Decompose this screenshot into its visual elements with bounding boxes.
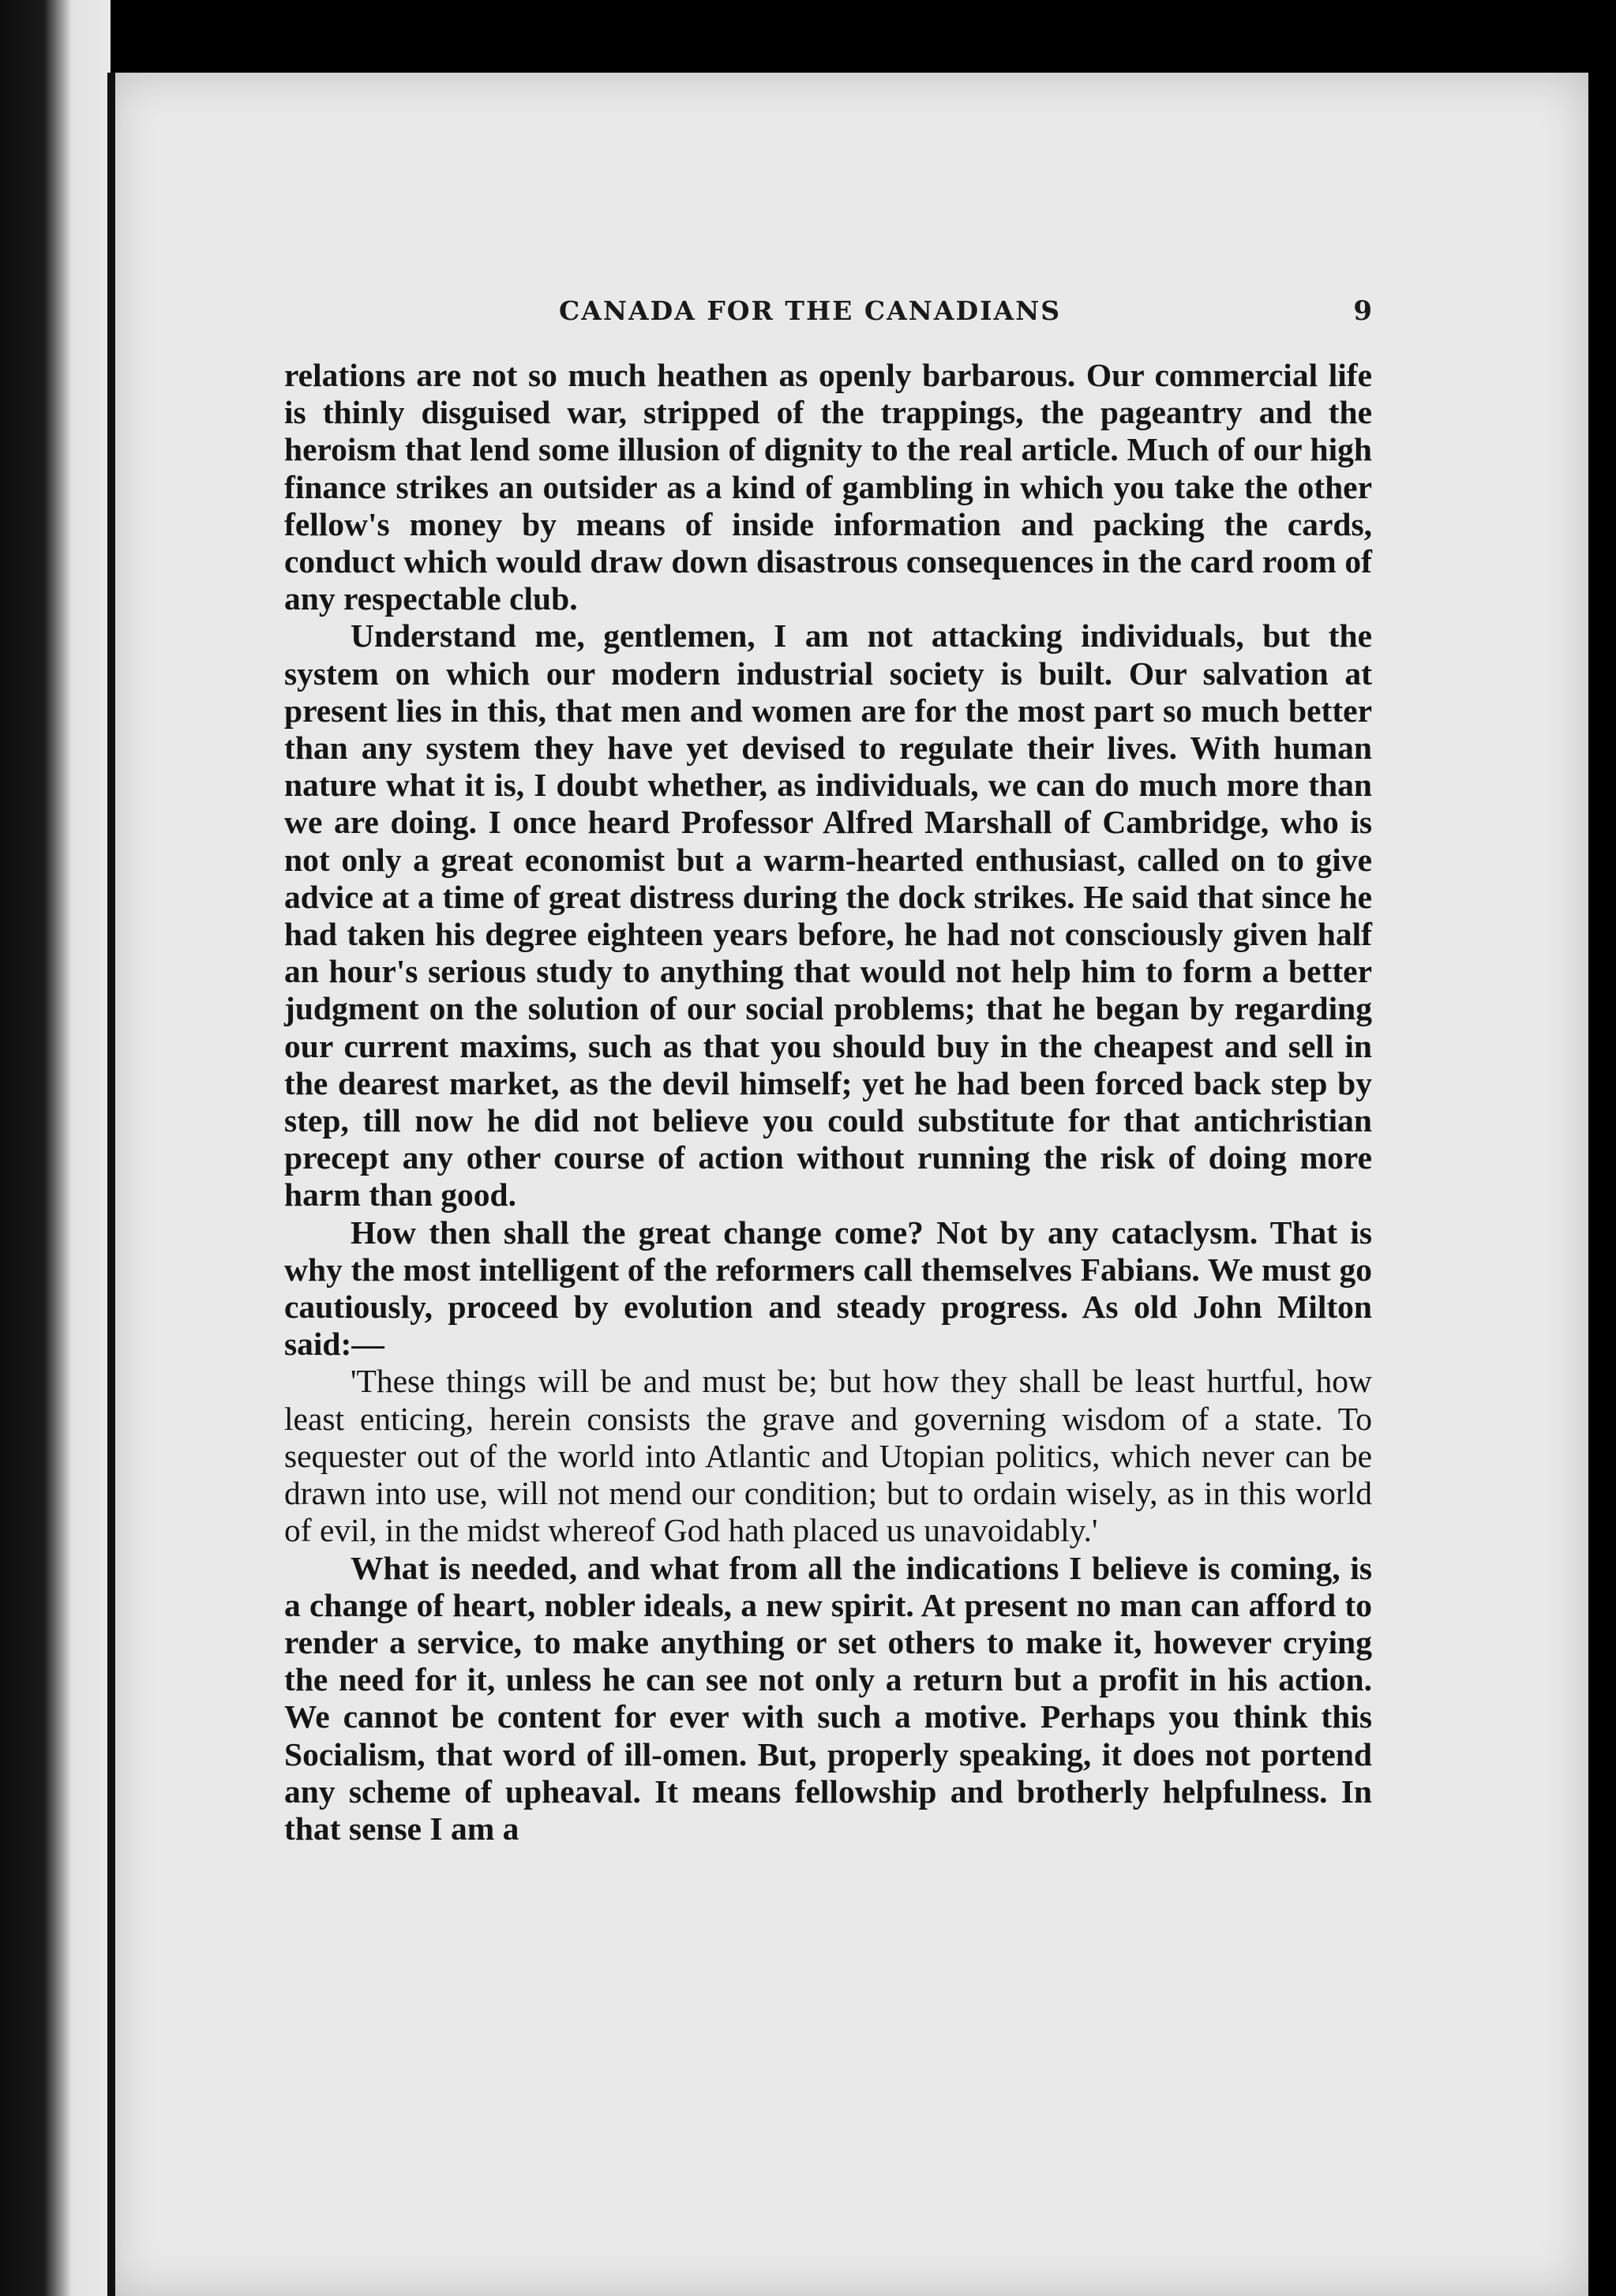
running-head [284, 291, 1372, 335]
binding-line [107, 73, 115, 2296]
body-text [284, 357, 1372, 1848]
paragraph-3: How then shall the great change come? Not by any cataclysm. That is why the most intelligent of the reformers call themselves Fabians. We must go cautiously, proceed by evolution and steady progress. As old John Milton said:— [284, 1214, 1372, 1363]
scan-top-border [0, 0, 1616, 73]
paragraph-5: What is needed, and what from all the indications I believe is coming, is a change of heart, nobler ideals, a new spirit. At present no man can afford to render a service, to make anything or set others to make it, however crying the need for it, unless he can see not only a return but a profit in his action. We cannot be content for ever with such a motive. Perhaps you think this Socialism, that word of ill-omen. But, properly speaking, it does not portend any scheme of upheaval. It means fellowship and brotherly helpfulness. In that sense I am a [284, 1549, 1372, 1847]
running-head-title: CANADA FOR THE CANADIANS [559, 295, 1062, 326]
paragraph-2: Understand me, gentlemen, I am not attacking individuals, but the system on which our modern industrial society is built. Our salvation at present lies in this, that men and women are for the most part so much better than any system they have yet devised to regulate their lives. With human nature what it is, I doubt whether, as individuals, we can do much more than we are doing. I once heard Professor Alfred Marshall of Cambridge, who is not only a great economist but a warm-hearted enthusiast, called on to give advice at a time of great distress during the dock strikes. He said that since he had taken his degree eighteen years before, he had not consciously given half an hour's serious study to anything that would not help him to form a better judgment on the solution of our social problems; that he began by regarding our current maxims, such as that you should buy in the cheapest and sell in the dearest market, as the devil himself; yet he had been forced back step by step, till now he did not believe you could substitute for that antichristian precept any other course of action without running the risk of doing more harm than good. [284, 617, 1372, 1214]
paragraph-1: relations are not so much heathen as openly barbarous. Our commercial life is thinly disguised war, stripped of the trappings, the pageantry and the heroism that lend some illusion of dignity to the real article. Much of our high finance strikes an outsider as a kind of gambling in which you take the other fellow's money by means of inside information and packing the cards, conduct which would draw down disastrous consequences in the card room of any respectable club. [284, 357, 1372, 617]
scan-right-border [1588, 0, 1616, 2296]
binding-gutter [0, 0, 111, 2296]
quotation-paragraph: 'These things will be and must be; but how they shall be least hurtful, how least enticing, herein consists the grave and governing wisdom of a state. To sequester out of the world into Atlantic and Utopian politics, which never can be drawn into use, will not mend our condition; but to ordain wisely, as in this world of evil, in the midst whereof God hath placed us unavoidably.' [284, 1363, 1372, 1549]
page-number: 9 [1353, 295, 1372, 327]
